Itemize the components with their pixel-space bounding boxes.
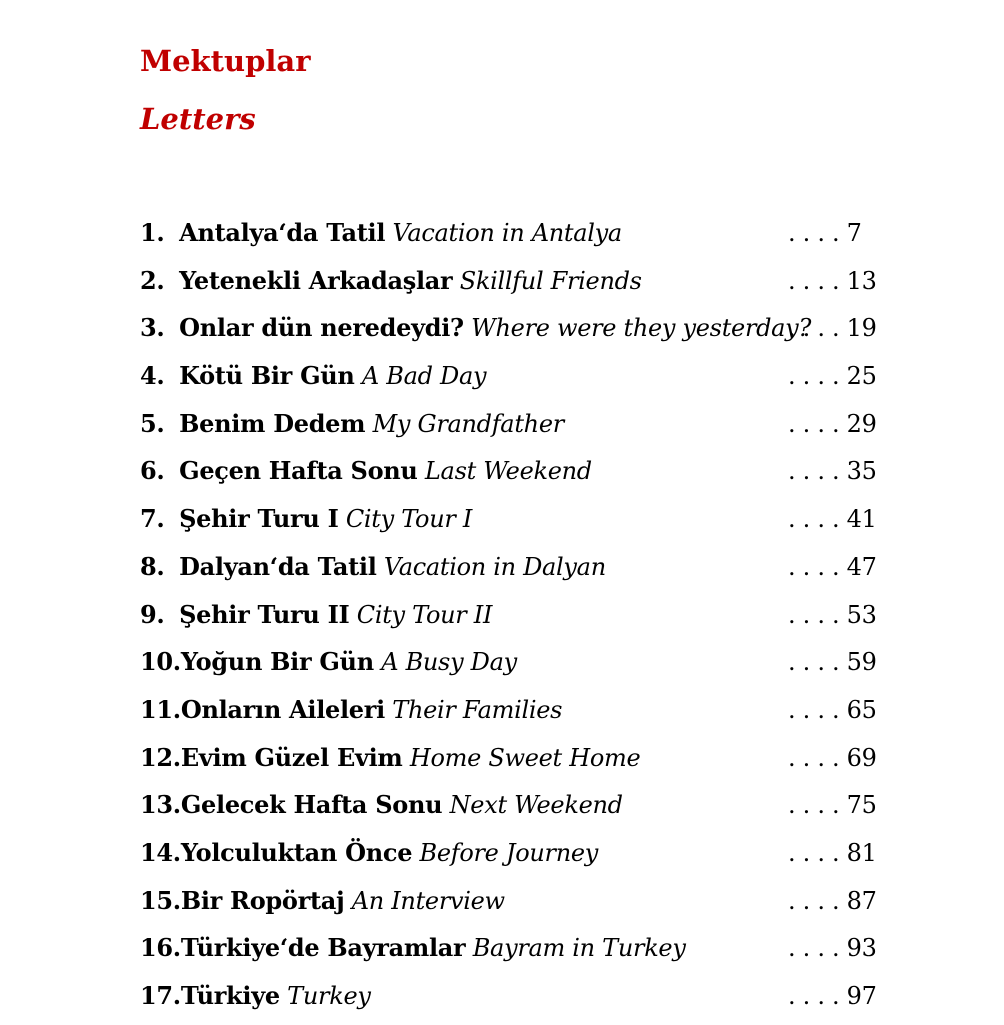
- toc-entry: [140, 643, 880, 691]
- entry-title-turkish: Türkiye‘de Bayramlar: [180, 933, 466, 963]
- entry-title-turkish: Evim Güzel Evim: [180, 742, 403, 772]
- table-of-contents: [140, 214, 880, 1025]
- entry-title-english: A Busy Day: [381, 648, 517, 677]
- entry-title-turkish: Şehir Turu I: [179, 504, 339, 534]
- entry-page-number: . . . . 81: [788, 838, 877, 867]
- entry-title-english: Vacation in Antalya: [392, 219, 622, 247]
- entry-page-number: . . . . 47: [788, 552, 877, 581]
- heading-turkish: Mektuplar: [140, 44, 311, 78]
- entry-title-turkish: Yoğun Bir Gün: [180, 647, 374, 677]
- entry-page-number: . . . . 97: [788, 982, 877, 1010]
- entry-page-number: . . . . 7: [788, 219, 862, 247]
- entry-number: 11.: [140, 694, 181, 724]
- entry-title-english: Bayram in Turkey: [472, 934, 686, 963]
- entry-title-english: Skillful Friends: [459, 266, 642, 295]
- toc-entry: [140, 309, 880, 357]
- entry-page-number: . . . . 75: [788, 791, 877, 820]
- entry-title-turkish: Bir Ropörtaj: [180, 885, 345, 915]
- toc-entry: [140, 977, 880, 1025]
- entry-page-number: . . . . 65: [788, 695, 877, 724]
- entry-number: 13.: [140, 790, 181, 820]
- entry-number: 14.: [140, 837, 181, 867]
- toc-entry: [140, 691, 880, 739]
- entry-page-number: . . . . 29: [788, 409, 877, 438]
- entry-number: 5.: [140, 408, 165, 438]
- entry-title-english: City Tour I: [345, 505, 473, 534]
- entry-title-english: Next Weekend: [449, 791, 623, 820]
- toc-entry: [140, 929, 880, 977]
- entry-number: 15.: [140, 885, 181, 915]
- entry-title-turkish: Benim Dedem: [179, 408, 366, 438]
- entry-title-turkish: Antalya‘da Tatil: [179, 218, 386, 247]
- entry-number: 3.: [140, 313, 165, 343]
- entry-number: 1.: [140, 218, 165, 247]
- entry-title-english: A Bad Day: [361, 362, 487, 391]
- entry-title-english: My Grandfather: [372, 409, 564, 438]
- toc-entry: [140, 596, 880, 644]
- entry-title-turkish: Geçen Hafta Sonu: [179, 456, 418, 486]
- entry-title-turkish: Onlar dün neredeydi?: [179, 313, 464, 343]
- entry-number: 16.: [140, 933, 181, 963]
- entry-title-turkish: Yetenekli Arkadaşlar: [179, 265, 453, 295]
- entry-number: 2.: [140, 265, 165, 295]
- entry-number: 17.: [140, 981, 181, 1010]
- toc-entry: [140, 786, 880, 834]
- entry-page-number: . . . . 87: [788, 886, 877, 915]
- toc-entry: [140, 548, 880, 596]
- toc-entry: [140, 214, 880, 262]
- entry-title-turkish: Kötü Bir Gün: [179, 361, 355, 391]
- entry-title-english: Vacation in Dalyan: [383, 552, 606, 581]
- entry-number: 7.: [140, 504, 165, 534]
- entry-page-number: . . . . 93: [788, 934, 877, 963]
- entry-title-english: Turkey: [287, 982, 371, 1010]
- entry-title-english: Last Weekend: [424, 457, 592, 486]
- entry-title-english: Their Families: [392, 695, 563, 724]
- heading-english: Letters: [140, 102, 256, 136]
- entry-number: 8.: [140, 551, 165, 581]
- toc-entry: [140, 834, 880, 882]
- entry-title-english: Where were they yesterday?: [471, 314, 812, 343]
- entry-title-turkish: Gelecek Hafta Sonu: [180, 790, 443, 820]
- entry-title-turkish: Dalyan‘da Tatil: [179, 551, 377, 581]
- toc-entry: [140, 262, 880, 310]
- entry-number: 10.: [140, 647, 181, 677]
- entry-page-number: . . . . 25: [788, 362, 877, 391]
- entry-title-turkish: Şehir Turu II: [179, 599, 350, 629]
- entry-page-number: . . . . 69: [788, 743, 877, 772]
- entry-page-number: . . . . 59: [788, 648, 877, 677]
- toc-entry: [140, 357, 880, 405]
- entry-title-english: City Tour II: [356, 600, 493, 629]
- entry-page-number: . . . . 13: [788, 266, 877, 295]
- entry-page-number: . . . . 41: [788, 505, 877, 534]
- toc-entry: [140, 500, 880, 548]
- entry-number: 12.: [140, 742, 181, 772]
- entry-number: 9.: [140, 599, 165, 629]
- toc-entry: [140, 882, 880, 930]
- entry-title-english: An Interview: [351, 886, 505, 915]
- entry-title-english: Before Journey: [419, 838, 599, 867]
- entry-title-turkish: Onların Aileleri: [180, 694, 385, 724]
- entry-page-number: . . . . 35: [788, 457, 877, 486]
- entry-title-turkish: Yolculuktan Önce: [180, 837, 413, 867]
- toc-entry: [140, 405, 880, 453]
- toc-entry: [140, 452, 880, 500]
- entry-number: 4.: [140, 361, 165, 391]
- entry-title-english: Home Sweet Home: [409, 743, 641, 772]
- entry-page-number: . . . . 19: [788, 314, 877, 343]
- entry-page-number: . . . . 53: [788, 600, 877, 629]
- toc-entry: [140, 739, 880, 787]
- entry-title-turkish: Türkiye: [180, 981, 280, 1010]
- entry-number: 6.: [140, 456, 165, 486]
